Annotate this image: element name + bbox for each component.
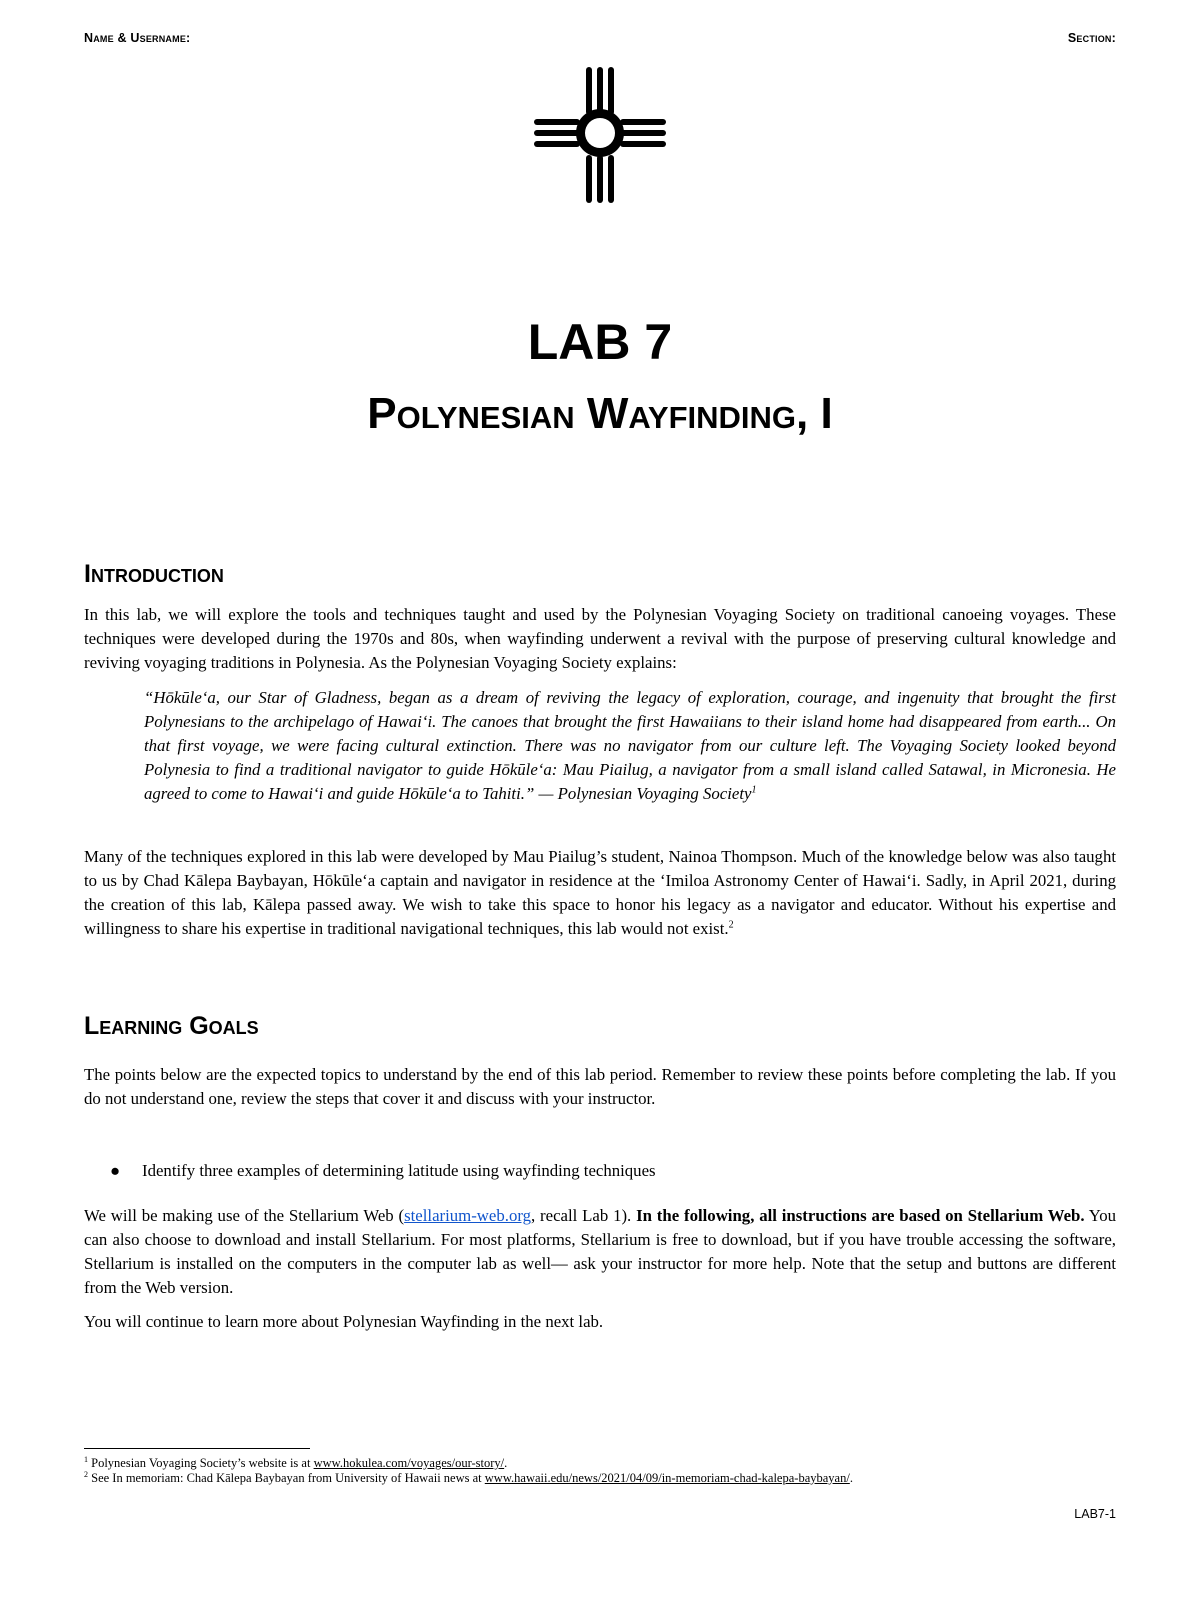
learning-goals-paragraph: The points below are the expected topics to understand by the end of this lab period. Remember to review these points before completing the lab. If you do not understand one, review the steps that cover it and discuss with your instructor. [84, 1065, 1116, 1108]
intro-paragraph: In this lab, we will explore the tools and techniques taught and used by the Polynesian Voyaging Society on traditional canoeing voyages. These techniques were developed during the 1970s and 80s, when wayfinding underwent a revival with the purpose of preserving cultural knowledge and reviving voyaging traditions in Polynesia. As the Polynesian Voyaging Society explains: [84, 605, 1116, 672]
stellarium-after-link: , recall Lab 1). [531, 1206, 637, 1225]
footnote-2-number: 2 [84, 1469, 88, 1479]
footnote-2-link[interactable]: www.hawaii.edu/news/2021/04/09/in-memoriam-chad-kalepa-baybayan/ [484, 1471, 850, 1485]
lab-subtitle: Polynesian Wayfinding, I [367, 389, 833, 438]
pvs-quote [144, 686, 1116, 806]
footnote-ref-2: 2 [728, 919, 734, 931]
closing-paragraph: You will continue to learn more about Polynesian Wayfinding in the next lab. [84, 1312, 604, 1331]
stellarium-lead: We will be making use of the Stellarium Web ( [84, 1206, 405, 1225]
stellarium-web-link[interactable]: stellarium-web.org [404, 1206, 532, 1225]
stellarium-rest: You can also choose to download and install Stellarium. For most platforms, Stellarium is free to download, but if you have trouble accessing the software, Stellarium is installed on the computers in the computer lab as well— ask your instructor for more help. Note that the setup and buttons are different from the Web version. [84, 1206, 1116, 1297]
tribute-text: Many of the techniques explored in this lab were developed by Mau Piailug’s student, Nainoa Thompson. Much of the knowledge below was also taught to us by Chad Kālepa Baybayan, Hōkūleʻa captain and navigator in residence at the ʻImiloa Astronomy Center of Hawaiʻi. Sadly, in April 2021, during the creation of this lab, Kālepa passed away. We wish to take this space to honor his legacy as a navigator and educator. Without his expertise and willingness to share his expertise in traditional navigational techniques, this lab would not exist. [84, 847, 1116, 938]
section-label: Section: [1067, 31, 1116, 45]
page-number: LAB7-1 [1074, 1507, 1116, 1521]
footnote-ref-1: 1 [751, 784, 757, 796]
learning-goal-text: Identify three examples of determining latitude using wayfinding techniques [142, 1161, 656, 1180]
footnote-1 [84, 1456, 507, 1471]
footnote-divider [84, 1448, 310, 1449]
bullet-icon: ● [110, 1161, 121, 1180]
footnote-2-end: . [849, 1471, 853, 1485]
learning-goal-item [110, 1159, 656, 1183]
pvs-quote-text: “Hōkūleʻa, our Star of Gladness, began as a dream of reviving the legacy of exploration, courage, and ingenuity that brought the first Polynesians to the archipelago of Hawaiʻi. The canoes that brought the first Hawaiians to their island home had disappeared from earth... On that first voyage, we were facing cultural extinction. There was no navigator from our culture left. The Voyaging Society looked beyond Polynesia to find a traditional navigator to guide Hōkūleʻa: Mau Piailug, a navigator from a small island called Satawal, in Micronesia. He agreed to come to Hawaiʻi and guide Hōkūleʻa to Tahiti.” — Polynesian Voyaging Society [144, 688, 1116, 803]
stellarium-bold-note: In the following, all instructions are based on Stellarium Web. [636, 1206, 1085, 1225]
stellarium-paragraph [84, 1204, 1116, 1300]
footnote-1-end: . [504, 1456, 508, 1470]
footnote-1-text: Polynesian Voyaging Society’s website is at [91, 1456, 314, 1470]
footnote-1-link[interactable]: www.hokulea.com/voyages/our-story/ [313, 1456, 505, 1470]
introduction-heading: Introduction [84, 560, 224, 588]
name-username-label: Name & Username: [84, 31, 191, 45]
learning-goals-heading: Learning Goals [84, 1012, 259, 1040]
footnote-2-text: See In memoriam: Chad Kālepa Baybayan from University of Hawaii news at [91, 1471, 485, 1485]
tribute-paragraph [84, 845, 1116, 941]
lab-title: LAB 7 [527, 314, 673, 370]
zia-sun-symbol-icon [534, 67, 666, 203]
footnote-1-number: 1 [84, 1454, 88, 1464]
footnote-2 [84, 1471, 853, 1486]
